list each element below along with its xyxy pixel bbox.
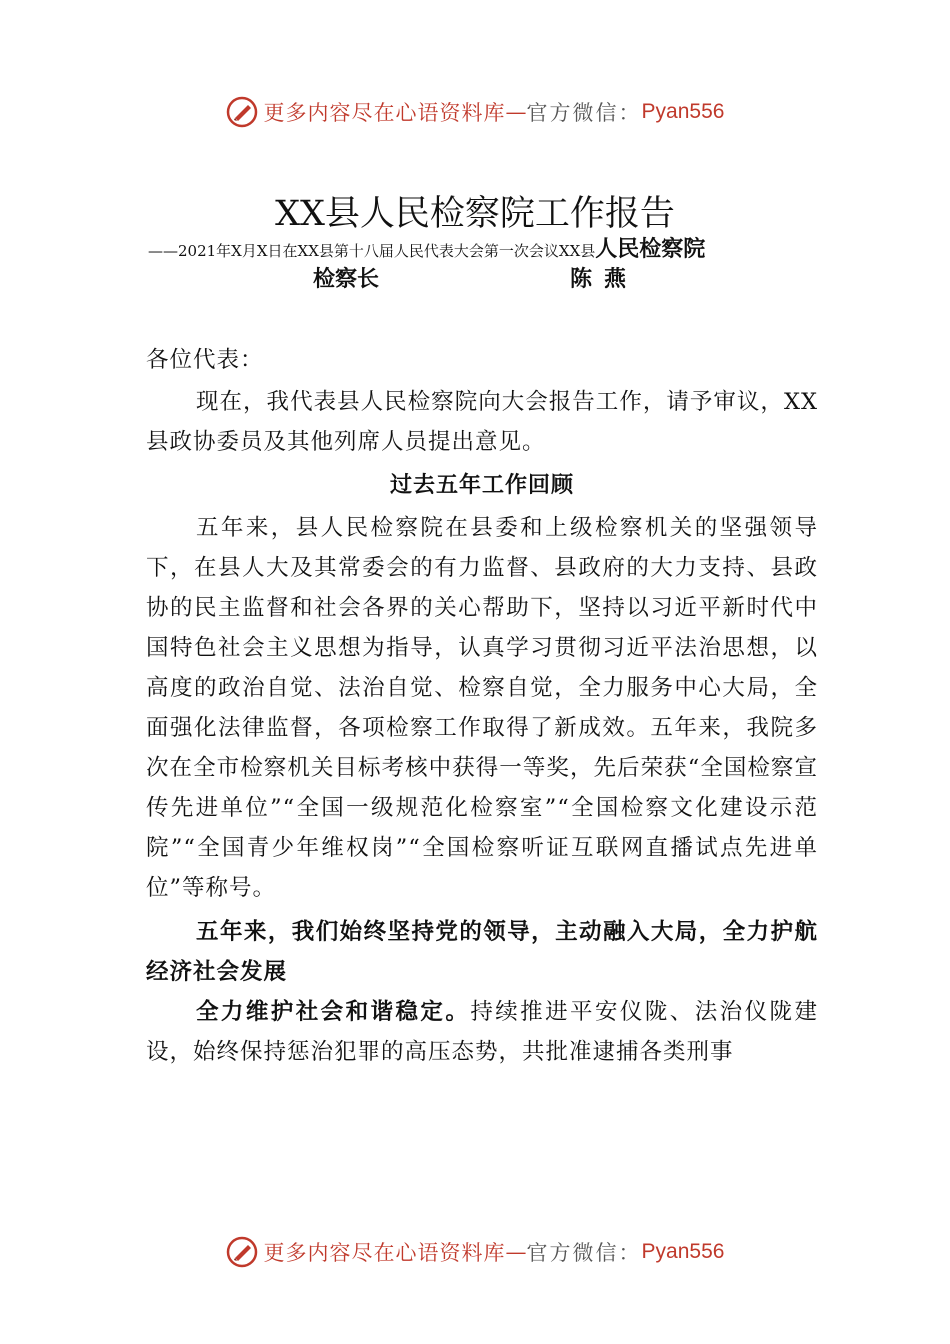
watermark-banner-bottom — [0, 1232, 950, 1272]
pen-seal-icon — [226, 96, 258, 128]
watermark-id: Pyan556 — [641, 100, 725, 123]
document-subtitle — [148, 232, 828, 263]
watermark-text: 更多内容尽在心语资料库 — [263, 1241, 506, 1265]
stability-paragraph — [146, 992, 818, 1072]
watermark-banner-top — [0, 92, 950, 132]
signatory-name: 陈燕 — [570, 267, 639, 292]
watermark-dash: — — [505, 100, 527, 124]
signature-row — [0, 262, 950, 294]
bold-summary-paragraph: 五年来，我们始终坚持党的领导，主动融入大局，全力护航经济社会发展 — [146, 919, 818, 985]
subtitle-emphasis: 人民检察院 — [595, 237, 706, 262]
review-paragraph: 五年来，县人民检察院在县委和上级检察机关的坚强领导下，在县人大及其常委会的有力监督、县政府的大力支持、县政协的民主监督和社会各界的关心帮助下，坚持以习近平新时代中国特色社会主义思想为指导，认真学习贯彻习近平法治思想，以高度的政治自觉、法治自觉、检察自觉，全力服务中心大局，全面强化法律监督，各项检察工作取得了新成效。五年来，我院多次在全市检察机关目标考核中获得一等奖，先后荣获“全国检察宣传先进单位”“全国一级规范化检察室”“全国检察文化建设示范院”“全国青少年维权岗”“全国检察听证互联网直播试点先进单位”等称号。 — [146, 515, 818, 901]
subtitle-prefix: ——2021年X月X日在XX县第十八届人民代表大会第一次会议XX县 — [148, 242, 596, 260]
watermark-dash: — — [505, 1240, 527, 1264]
signatory-role: 检察长 — [313, 267, 380, 292]
section-heading: 过去五年工作回顾 — [389, 473, 574, 498]
pen-seal-icon — [226, 1236, 258, 1268]
intro-paragraph: 现在，我代表县人民检察院向大会报告工作，请予审议，XX县政协委员及其他列席人员提出意见。 — [146, 389, 818, 455]
watermark-text: 更多内容尽在心语资料库 — [263, 101, 506, 125]
watermark-label: 官方微信： — [526, 1241, 642, 1265]
watermark-id: Pyan556 — [641, 1240, 725, 1263]
document-body — [146, 340, 818, 1072]
stability-text: 持续推进平安仪陇、法治仪陇建设，始终保持惩治犯罪的高压态势，共批准逮捕各类刑事 — [146, 999, 818, 1065]
document-title: XX县人民检察院工作报告 — [275, 194, 675, 234]
stability-lead: 全力维护社会和谐稳定。 — [196, 999, 471, 1025]
watermark-label: 官方微信： — [526, 101, 642, 125]
salutation: 各位代表： — [146, 347, 264, 373]
